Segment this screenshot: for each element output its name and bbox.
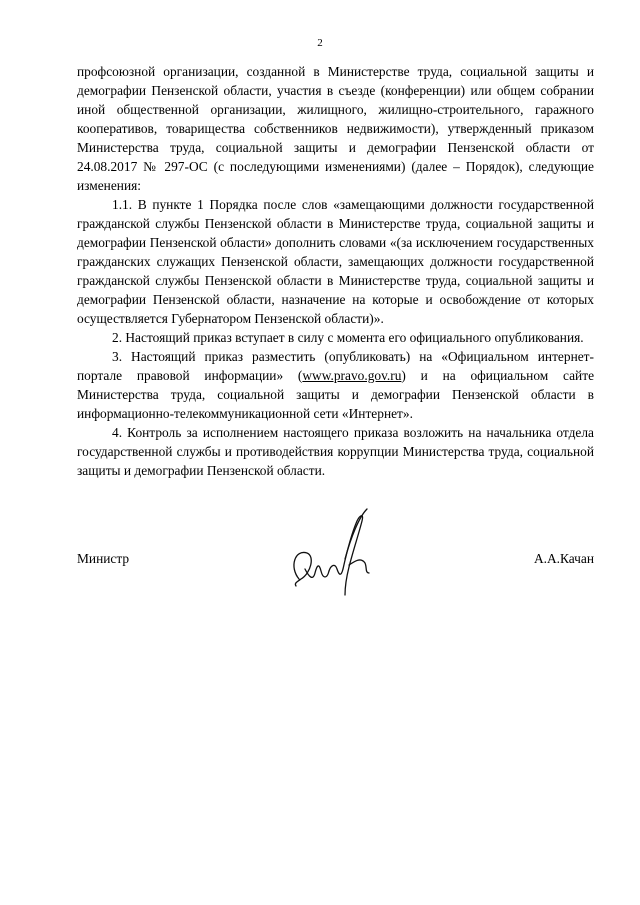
paragraph-intro: профсоюзной организации, созданной в Министерстве труда, социальной защиты и демографии Пензенской области, участия в съезде (конференции) или общем собрании иной общественной организации, жилищного, жилищно-строительного, гаражного кооперативов, товарищества собственников недвижимости), утвержденный приказом Министерства труда, социальной защиты и демографии Пензенской области от 24.08.2017 № 297-ОС (с последующими изменениями) (далее – Порядок), следующие изменения: [77, 64, 594, 193]
paragraph-3-text-start: 3. Настоящий приказ разместить (опубликовать) на «Официальном интернет-портале правовой информации» ( [77, 349, 594, 383]
paragraph-1-1: 1.1. В пункте 1 Порядка после слов «замещающими должности государственной гражданской службы Пензенской области в Министерстве труда, социальной защиты и демографии Пензенской области» дополнить словами «(за исключением государственных гражданских служащих Пензенской области, замещающих должности государственной гражданской службы Пензенской области в Министерстве труда, социальной защиты и демографии Пензенской области, назначение на которые и освобождение от которых осуществляется Губернатором Пензенской области)». [77, 197, 594, 326]
paragraph-2: 2. Настоящий приказ вступает в силу с момента его официального опубликования. [112, 330, 584, 345]
handwritten-signature [283, 507, 383, 597]
page-number: 2 [317, 37, 323, 49]
minister-name: А.А.Качан [533, 551, 594, 566]
document-body [77, 62, 594, 480]
pravo-gov-link[interactable]: www.pravo.gov.ru [302, 368, 402, 383]
minister-title: Министр [77, 551, 130, 566]
paragraph-3 [77, 347, 594, 423]
paragraph-4: 4. Контроль за исполнением настоящего приказа возложить на начальника отдела государственной службы и противодействия коррупции Министерства труда, социальной защиты и демографии Пензенской области. [77, 425, 594, 478]
paragraph-3-text-end: ) и на официальном сайте Министерства труда, социальной защиты и демографии Пензенской области в информационно-телекоммуникационной сети «Интернет». [77, 368, 595, 421]
